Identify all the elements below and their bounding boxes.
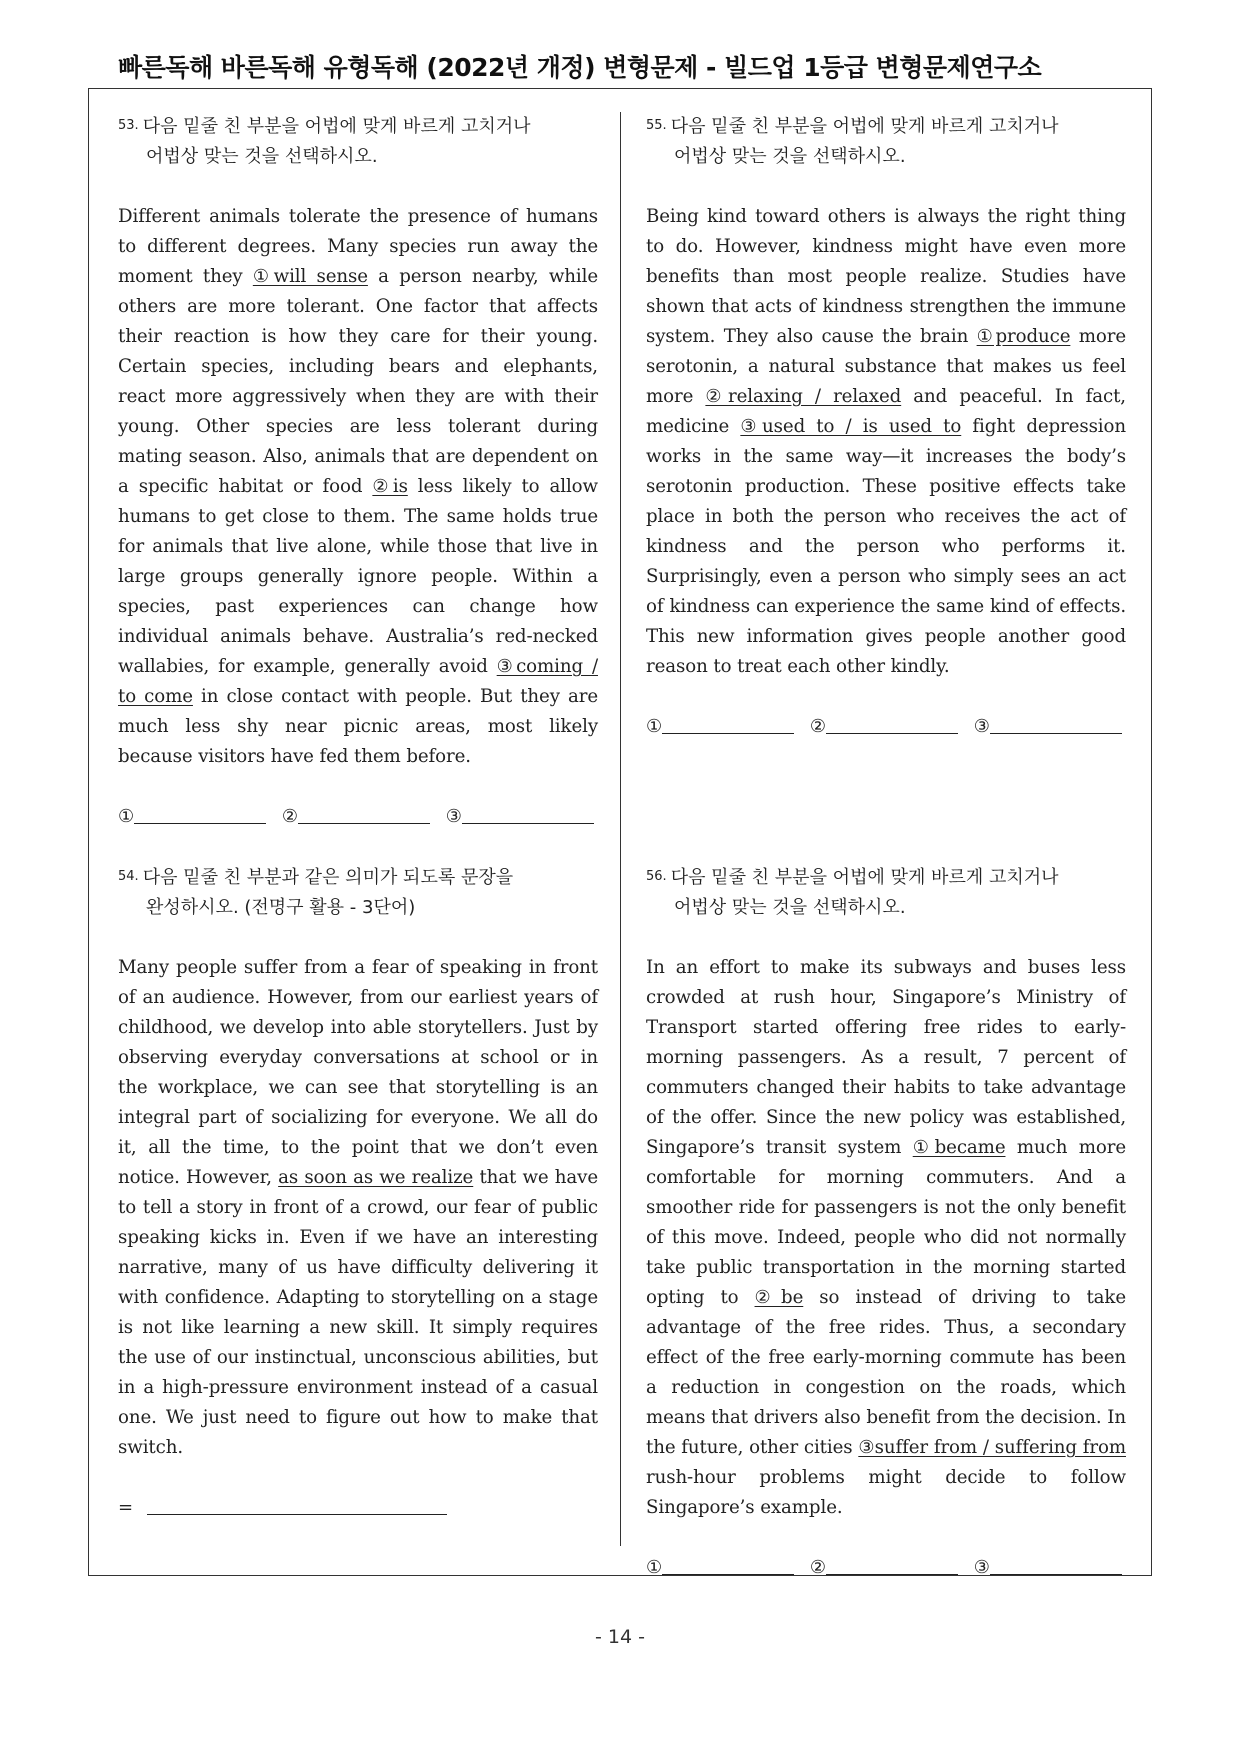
question-55-passage	[646, 202, 1126, 682]
passage-text: more serotonin, a natural substance that makes us feel more	[646, 326, 1126, 407]
passage-text: Different animals tolerate the presence of humans to different degrees. Many species run away the moment they	[118, 206, 598, 287]
question-54-passage	[118, 953, 598, 1463]
underlined-item-1: ①became	[912, 1137, 1006, 1158]
question-54-title	[118, 862, 598, 923]
passage-text: fight depression works in the same way—it increases the body’s serotonin production. These positive effects take place in both the person who receives the act of kindness and the person who performs it. Surprisingly, even a person who simply sees an act of kindness can experience the same kind of effects. This new information gives people another good reason to treat each other kindly.	[646, 416, 1126, 677]
passage-text: Many people suffer from a fear of speaking in front of an audience. However, from our earliest years of childhood, we develop into able storytellers. Just by observing everyday conversations at school or in the workplace, we can see that storytelling is an integral part of socializing for everyone. We all do it, all the time, to the point that we don’t even notice. However,	[118, 957, 598, 1188]
passage-text: In an effort to make its subways and buses less crowded at rush hour, Singapore’s Ministry of Transport started offering free rides to early-morning passengers. As a result, 7 percent of commuters changed their habits to take advantage of the offer. Since the new policy was established, Singapore’s transit system	[646, 957, 1126, 1158]
question-56	[646, 862, 1126, 1583]
answer-label: ②	[809, 1557, 827, 1578]
underlined-item-1: ①produce	[976, 326, 1071, 347]
question-53-answers	[118, 802, 598, 832]
question-53	[118, 111, 598, 832]
question-53-title-line1: 다음 밑줄 친 부분을 어법에 맞게 바르게 고치거나	[142, 116, 531, 137]
answer-label: ②	[281, 806, 299, 827]
question-53-title-line2: 어법상 맞는 것을 선택하시오.	[146, 146, 378, 167]
question-56-answers	[646, 1553, 1126, 1583]
question-54-title-line2: 완성하시오. (전명구 활용 - 3단어)	[146, 897, 416, 918]
underlined-item-1: ①will sense	[252, 266, 368, 287]
passage-text: that we have to tell a story in front of a crowd, our fear of public speaking kicks in. Even if we have an interesting narrative, many of us have difficulty delivering it with confidence. Adapting to storytelling on a stage is not like learning a new skill. It simply requires the use of our instinctual, unconscious abilities, but in a high-pressure environment instead of a casual one. We just need to figure out how to make that switch.	[118, 1167, 598, 1458]
answer-blank-1[interactable]	[646, 1553, 794, 1583]
answer-blank-3[interactable]	[974, 712, 1122, 742]
question-56-title-line2: 어법상 맞는 것을 선택하시오.	[674, 897, 906, 918]
answer-label: ②	[809, 716, 827, 737]
answer-label: ③	[973, 716, 990, 737]
answer-blank-1[interactable]	[118, 802, 266, 832]
answer-blank-1[interactable]	[646, 712, 794, 742]
underlined-item-3: ③coming / to come	[118, 656, 598, 707]
underlined-item-2: ②relaxing / relaxed	[705, 386, 902, 407]
passage-text: rush-hour problems might decide to follow Singapore’s example.	[646, 1467, 1126, 1518]
passage-text: Being kind toward others is always the right thing to do. However, kindness might have even more benefits than most people realize. Studies have shown that acts of kindness strengthen the immune system. They also cause the brain	[646, 206, 1126, 347]
question-56-number: 56.	[646, 869, 667, 884]
question-53-number: 53.	[118, 118, 139, 133]
answer-label: ①	[646, 716, 663, 737]
answer-blank[interactable]	[118, 1493, 447, 1523]
question-54-number: 54.	[118, 869, 139, 884]
answer-blank-2[interactable]	[810, 712, 958, 742]
question-54-answer	[118, 1493, 598, 1523]
answer-blank-3[interactable]	[446, 802, 594, 832]
underlined-item-2: ②be	[754, 1287, 804, 1308]
page-number: - 14 -	[595, 1626, 645, 1648]
equals-sign: =	[118, 1497, 134, 1518]
passage-text: a person nearby, while others are more tolerant. One factor that affects their reaction is how they care for their young. Certain species, including bears and elephants, react more aggressively when they are with their young. Other species are less tolerant during mating season. Also, animals that are dependent on a specific habitat or food	[118, 266, 598, 497]
passage-text: less likely to allow humans to get close to them. The same holds true for animals that live alone, while those that live in large groups generally ignore people. Within a species, past experiences can change how individual animals behave. Australia’s red-necked wallabies, for example, generally avoid	[118, 476, 598, 677]
answer-label: ③	[973, 1557, 990, 1578]
question-55	[646, 111, 1126, 742]
column-divider	[620, 112, 621, 1546]
question-54-title-line1: 다음 밑줄 친 부분과 같은 의미가 되도록 문장을	[142, 867, 514, 888]
question-53-title	[118, 111, 598, 172]
question-55-title-line1: 다음 밑줄 친 부분을 어법에 맞게 바르게 고치거나	[670, 116, 1059, 137]
underlined-item-2: ②is	[372, 476, 408, 497]
underlined-item-3: ③used to / is used to	[740, 416, 962, 437]
page-header-title: 빠른독해 바른독해 유형독해 (2022년 개정) 변형문제 - 빌드업 1등급 변형문제연구소	[118, 53, 1042, 82]
passage-text: much more comfortable for morning commuters. And a smoother ride for passengers is not the only benefit of this move. Indeed, people who did not normally take public transportation in the morning started opting to	[646, 1137, 1126, 1308]
question-53-passage	[118, 202, 598, 772]
question-55-title	[646, 111, 1126, 172]
underlined-item-3: ③suffer from / suffering from	[858, 1437, 1126, 1458]
underlined-phrase: as soon as we realize	[278, 1167, 474, 1188]
question-56-passage	[646, 953, 1126, 1523]
answer-label: ①	[118, 806, 135, 827]
passage-text: and peaceful. In fact, medicine	[646, 386, 1126, 437]
passage-text: in close contact with people. But they are much less shy near picnic areas, most likely because visitors have fed them before.	[118, 686, 598, 767]
question-56-title	[646, 862, 1126, 923]
question-55-title-line2: 어법상 맞는 것을 선택하시오.	[674, 146, 906, 167]
question-55-answers	[646, 712, 1126, 742]
answer-blank-2[interactable]	[810, 1553, 958, 1583]
answer-blank-3[interactable]	[974, 1553, 1122, 1583]
answer-label: ③	[445, 806, 462, 827]
answer-blank-2[interactable]	[282, 802, 430, 832]
passage-text: so instead of driving to take advantage of the free rides. Thus, a secondary effect of the free early-morning commute has been a reduction in congestion on the roads, which means that drivers also benefit from the decision. In the future, other cities	[646, 1287, 1127, 1458]
question-55-number: 55.	[646, 118, 667, 133]
answer-label: ①	[646, 1557, 663, 1578]
question-54	[118, 862, 598, 1523]
question-56-title-line1: 다음 밑줄 친 부분을 어법에 맞게 바르게 고치거나	[670, 867, 1059, 888]
